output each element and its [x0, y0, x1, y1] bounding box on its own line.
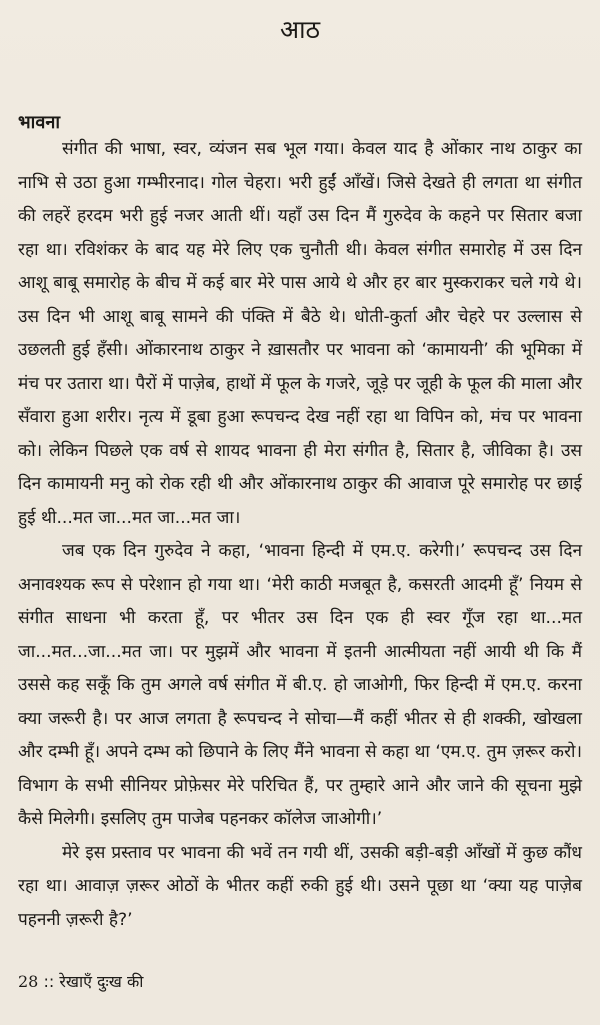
section-heading: भावना [18, 112, 60, 133]
footer-separator: :: [43, 972, 55, 991]
paragraph-2: जब एक दिन गुरुदेव ने कहा, ‘भावना हिन्दी में एम.ए. करेगी।’ रूपचन्द उस दिन अनावश्यक रूप से परेशान हो गया था। ‘मेरी काठी मजबूत है, कसरती आदमी हूँ’ नियम से संगीत साधना भी करता हूँ, पर भीतर उस दिन एक ही स्वर गूँज रहा था...मत जा...मत...जा...मत जा। पर मुझमें और भावना में इतनी आत्मीयता नहीं आयी थी कि मैं उससे कह सकूँ कि तुम अगले वर्ष संगीत में बी.ए. हो जाओगी, फिर हिन्दी में एम.ए. करना क्या जरूरी है। पर आज लगता है रूपचन्द ने सोचा—मैं कहीं भीतर से ही शक्की, खोखला और दम्भी हूँ। अपने दम्भ को छिपाने के लिए मैंने भावना से कहा था ‘एम.ए. तुम ज़रूर करो। विभाग के सभी सीनियर प्रोफ़ेसर मेरे परिचित हैं, पर तुम्हारे आने और जाने की सूचना मुझे कैसे मिलेगी। इसलिए तुम पाजेब पहनकर कॉलेज जाओगी।’ [18, 541, 582, 829]
body-text [18, 133, 582, 937]
page-number: 28 [18, 972, 39, 991]
chapter-title: आठ [279, 15, 321, 44]
page-footer [18, 970, 143, 992]
paragraph-3: मेरे इस प्रस्ताव पर भावना की भवें तन गयी थीं, उसकी बड़ी-बड़ी आँखों में कुछ कौंध रहा था। आवाज़ ज़रूर ओठों के भीतर कहीं रुकी हुई थी। उसने पूछा था ‘क्या यह पाज़ेब पहननी ज़रूरी है?’ [18, 842, 582, 930]
book-title: रेखाएँ दुःख की [59, 972, 144, 991]
paragraph-1: संगीत की भाषा, स्वर, व्यंजन सब भूल गया। केवल याद है ओंकार नाथ ठाकुर का नाभि से उठा हुआ गम्भीरनाद। गोल चेहरा। भरी हुईं आँखें। जिसे देखते ही लगता था संगीत की लहरें हरदम भरी हुई नजर आती थीं। यहाँ उस दिन मैं गुरुदेव के कहने पर सितार बजा रहा था। रविशंकर के बाद यह मेरे लिए एक चुनौती थी। केवल संगीत समारोह में उस दिन आशू बाबू समारोह के बीच में कई बार मेरे पास आये थे और हर बार मुस्कराकर चले गये थे। उस दिन भी आशू बाबू सामने की पंक्ति में बैठे थे। धोती-कुर्ता और चेहरे पर उल्लास से उछलती हुई हँसी। ओंकारनाथ ठाकुर ने ख़ासतौर पर भावना को ‘कामायनी’ की भूमिका में मंच पर उतारा था। पैरों में पाज़ेब, हाथों में फूल के गजरे, जूड़े पर जूही के फूल की माला और सँवारा हुआ शरीर। नृत्य में डूबा हुआ रूपचन्द देख नहीं रहा था विपिन को, मंच पर भावना को। लेकिन पिछले एक वर्ष से शायद भावना ही मेरा संगीत है, सितार है, जीविका है। उस दिन कामायनी मनु को रोक रही थी और ओंकारनाथ ठाकुर की आवाज पूरे समारोह पर छाई हुई थी...मत जा...मत जा...मत जा। [18, 139, 582, 528]
